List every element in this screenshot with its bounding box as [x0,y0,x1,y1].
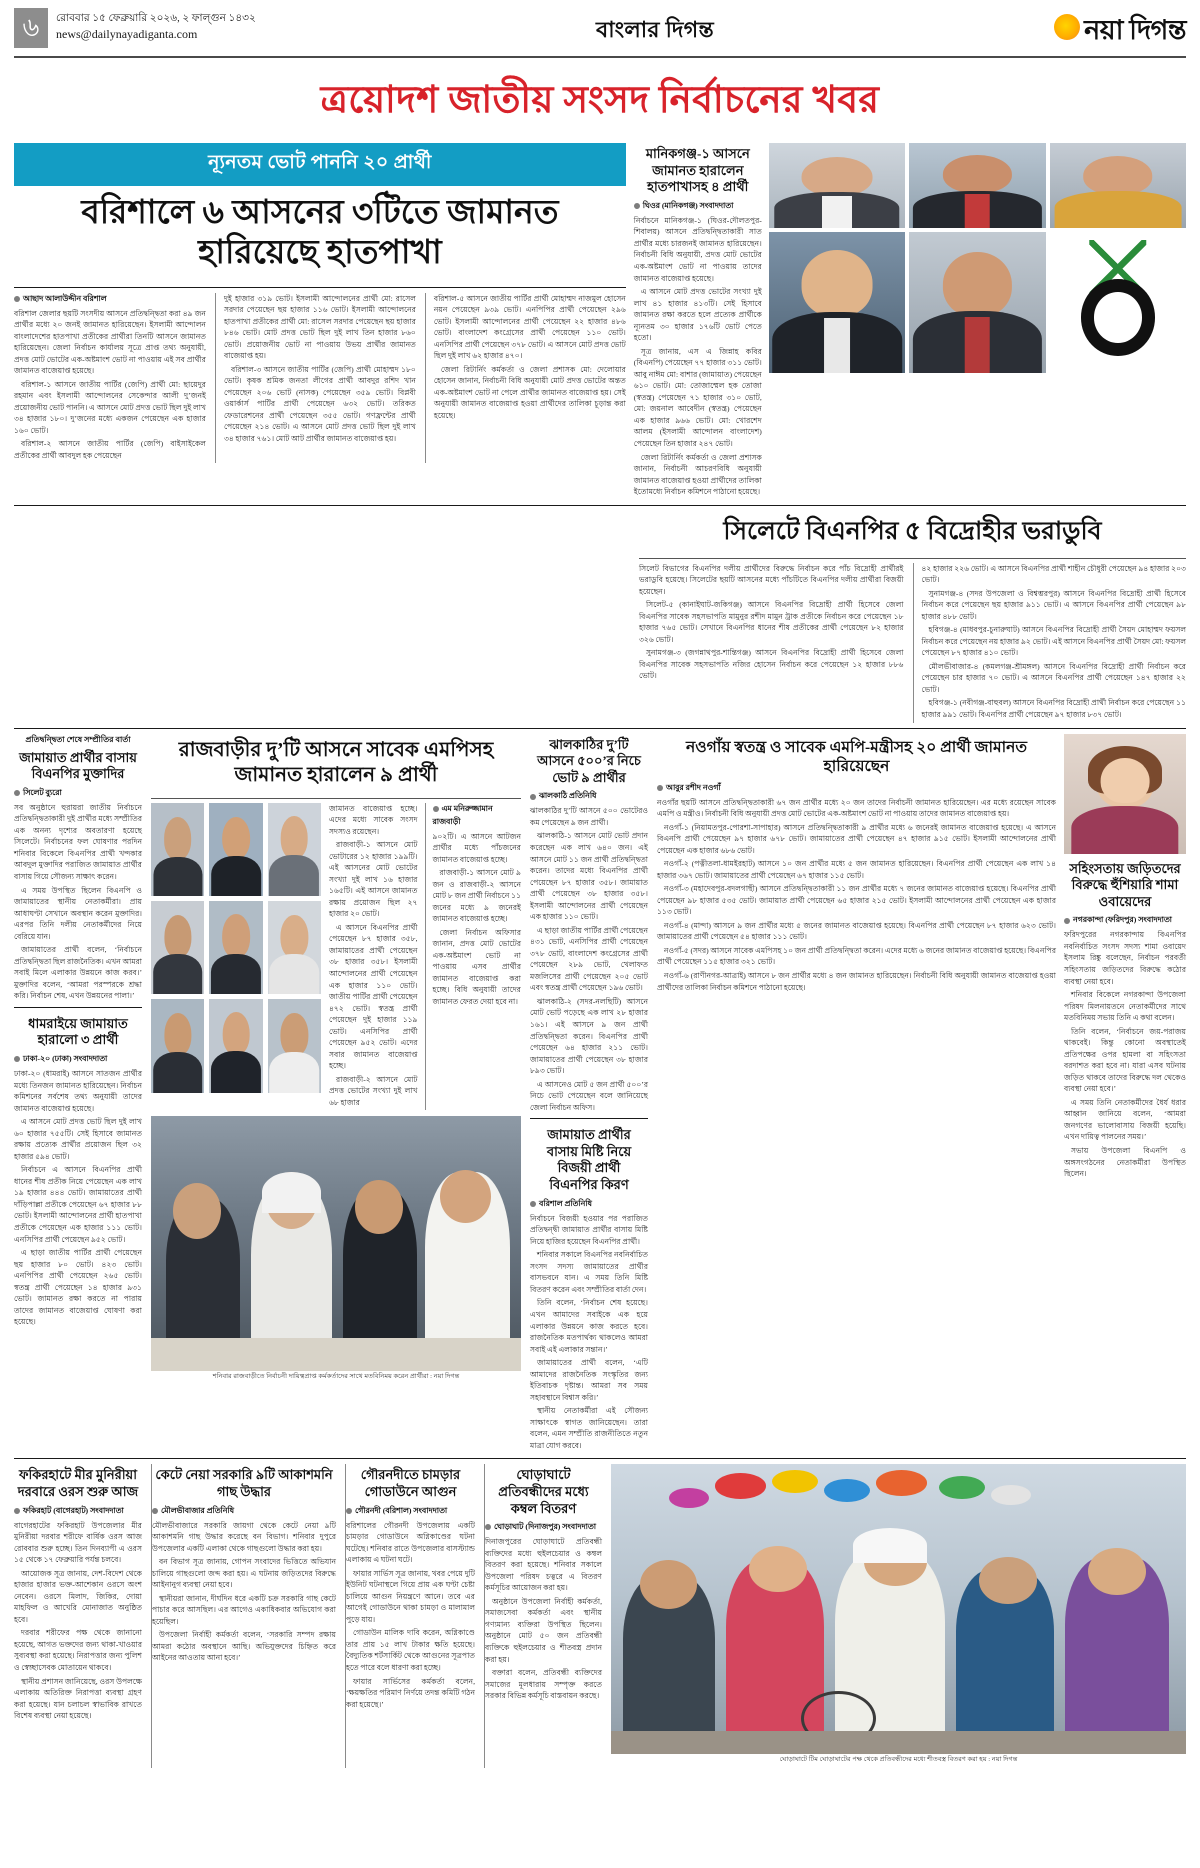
divider [14,505,1186,506]
paragraph: এ আসনেও মোট ৫ জন প্রার্থী ৫০০’র নিচে ভোট পেয়েছেন বলে জানিয়েছে জেলা নির্বাচন অফিস। [530,1079,648,1112]
paragraph: বরিশাল-৩ আসনে জাতীয় পার্টির (জেপি) প্রার্থী মোহাম্মদ ১৮০ ভোট। কৃষক শ্রমিক জনতা লীগের প্রার্থী আবদুর রশিদ খান পেয়েছেন ২০৬ ভোট (নাসক) পেয়েছেন ৩৫৯ ভোট। বিপ্লবী ওয়ার্কার্স পার্টির প্রার্থী পেয়েছেন ৬৩২ ভোট। তরিকত ফেডারেশনের প্রার্থী পেয়েছেন ৩৫৫ ভোট। গণফ্রন্টের প্রার্থী পেয়েছেন ২১৪ ভোট। এ আসনে মোট প্রদত্ত ভোট ছিল দুই লাখ ৩৪ হাজার ৭৬১। মোট আট প্রার্থীর জামানত বাজেয়াপ্ত হয়। [223,364,416,443]
rajbari-headline: রাজবাড়ীর দু’টি আসনে সাবেক এমপিসহ জামানত হারালেন ৯ প্রার্থী [178,738,494,786]
page-number-logo: ৬ [14,8,48,48]
trees-byline: মৌলভীবাজার প্রতিনিধি [152,1505,336,1518]
candidate-photo [268,901,321,994]
paragraph: শনিবার বিকেলে নগরকান্দা উপজেলা পরিষদ মিলনায়তনে নেতাকর্মীদের সাথে মতবিনিময় সভায় তিনি এ কথা বলেন। [1064,990,1186,1023]
divider [14,1458,1186,1459]
paragraph: বরিশাল-২ আসনে জাতীয় পার্টির (জেপি) বাইসাইকেল প্রতীকের প্রার্থী আবদুল হক পেয়েছেন [14,439,206,460]
candidate-photo [151,999,204,1092]
candidate-photo [209,999,262,1092]
paragraph: জামায়াতের প্রার্থী বলেন, ‘এটি আমাদের রাজনৈতিক সংস্কৃতির জন্য ইতিবাচক দৃষ্টান্ত। আমরা সব সময় সহাবস্থানে বিশ্বাস করি।’ [530,1358,648,1402]
paragraph: বরিশালের গৌরনদী উপজেলায় একটি চামড়ার গোডাউনে অগ্নিকাণ্ডের ঘটনা ঘটেছে। শনিবার রাতে উপজেলার বাসস্ট্যান্ড এলাকায় এ ঘটনা ঘটে। [346,1520,475,1565]
lead-byline: আছাদ আলাউদ্দীন বরিশাল [14,293,206,306]
paragraph: এ আসনে মোট প্রদত্ত ভোট ছিল দুই লাখ ৬০ হাজার ৭৫৫টি। সেই হিসাবে জামানত রক্ষায় প্রত্যেক প্রার্থীর প্রয়োজন ছিল ৩২ হাজার ৫৯৪ ভোট। [14,1117,142,1161]
divider [530,1118,648,1119]
paragraph: বরিশাল-৫ আসনে জাতীয় পার্টির প্রার্থী মোহাম্মদ নাজমুল হোসেন নয়ন পেয়েছেন ৯৩৯ ভোট। এনপিপির প্রার্থী পেয়েছেন ২৯৬ ভোট। ইসলামী আন্দোলনের প্রার্থী পেয়েছেন ২২ হাজার ৪৮৬ ভোট। বাংলাদেশ কংগ্রেসের প্রার্থী পেয়েছেন ১১০ ভোট। এনসিপির প্রার্থী পেয়েছেন ৩৭৮ ভোট। এ আসনে মোট প্রদত্ত ভোট ছিল দুই লাখ ৬২ হাজার ৪৭০। [433,293,626,361]
shama-story [1064,734,1186,1454]
manikganj-story [634,143,762,500]
sylhet-headline: সিলেটে বিএনপির ৫ বিদ্রোহীর ভরাডুবি [723,517,1102,545]
divider [151,798,521,799]
paragraph: সিলেট-৫ (কানাইঘাট-জকিগঞ্জ) আসনে বিএনপির বিদ্রোহী প্রার্থী হিসেবে জেলা বিএনপির সাবেক সহসভাপতি মামুনুর রশীদ মামুন ট্রাক প্রতীকে নির্বাচন করে পেয়েছেন ১৮ হাজার ৭৬৫ ভোট। সেখানে বিএনপির ধানের শীষ প্রতীকের প্রার্থী পেয়েছেন ৮২ হাজার ৩২৬ ভোট। [639,600,904,644]
jhalakathi-headline: ঝালকাঠির দু’টি আসনে ৫০০’র নিচে ভোট ৯ প্রার্থীর [537,736,641,785]
jhalakathi-body [530,805,648,1113]
rajbari-scene-photo [151,1116,521,1371]
paragraph: রাজবাড়ী-১ আসনে মোট ভোটারের ১২ হাজার ১৯৯টি। এই আসনের মোট ভোটের সংখ্যা দুই লাখ ১৬ হাজার ১৬৫টি। এই আসনে জামানত রক্ষায় প্রয়োজন ছিল ২৭ হাজার ২০ ভোট। [329,840,418,919]
candidate-photo [151,803,204,896]
candidate-photo [909,143,1045,228]
paragraph: সভায় উপজেলা বিএনপি ও অঙ্গসংগঠনের নেতাকর্মীরা উপস্থিত ছিলেন। [1064,1145,1186,1179]
candidate-photo [209,901,262,994]
candidate-photo [209,803,262,896]
trees-headline: কেটে নেয়া সরকারি ৯টি আকাশমনি গাছ উদ্ধার [155,1467,333,1499]
paragraph: রাজবাড়ী-২ আসনে মোট প্রদত্ত ভোটের সংখ্যা দুই লাখ ৬৮ হাজার [329,1074,418,1107]
paragraph: ঝালকাঠি-২ (সদর-নলছিটি) আসনে মোট ভোট পড়েছে এক লাখ ২৮ হাজার ১৬১। এই আসনে ৯ জন প্রার্থী প্রতিদ্বন্দ্বিতা করেন। বিএনপির প্রার্থী পেয়েছেন ৬৪ হাজার ২১১ ভোট। জামায়াতের প্রার্থী পেয়েছেন ৩৮ হাজার ৮৯৩ ভোট। [530,996,648,1076]
paragraph: বক্তারা বলেন, প্রতিবন্ধী ব্যক্তিদের সমাজের মূলধারায় সম্পৃক্ত করতে সরকার বিভিন্ন কর্মসূচি বাস্তবায়ন করছে। [485,1668,602,1701]
paragraph: বরিশাল-১ আসনে জাতীয় পার্টির (জেপি) প্রার্থী মো: ছায়েদুর রহমান এবং ইসলামী আন্দোলনের সেকেন্দার আলী দু’জনই প্রয়োজনীয় ভোট পাননি। এ আসনে মোট প্রদত্ত ভোট ছিল দুই লাখ ৩৪ হাজার ১৮০। দু’জনের মধ্যে একজন পেয়েছেন এক হাজার ১৬০ ভোট। [14,379,206,435]
right-top-block [634,143,1186,500]
fakirhat-body [14,1520,142,1722]
naogaon-story [657,734,1056,1454]
bullet-icon [346,1508,352,1514]
contact-email: news@dailynayadiganta.com [56,27,198,42]
naogaon-body [657,797,1056,994]
jamayat-headline: জামায়াত প্রার্থীর বাসায় বিএনপির মুক্তাদির [19,749,137,782]
bullet-icon [14,1056,20,1062]
paragraph: দিনাজপুরের ঘোড়াঘাটে প্রতিবন্ধী ব্যক্তিদের মধ্যে হুইলচেয়ার ও কম্বল বিতরণ করা হয়েছে। শনিবার সকালে উপজেলা পরিষদ চত্বরে এ বিতরণ কর্মসূচির আয়োজন করা হয়। [485,1537,602,1593]
bullet-icon [530,1201,536,1207]
sylhet-columns [639,563,1186,723]
shama-byline: নগরকান্দা (ফরিদপুর) সংবাদদাতা [1064,914,1186,927]
paragraph: স্থানীয় প্রশাসন জানিয়েছে, ওরস উপলক্ষে এলাকায় অতিরিক্ত নিরাপত্তা ব্যবস্থা গ্রহণ করা হয়েছে। যান চলাচল স্বাভাবিক রাখতে বিশেষ ব্যবস্থা নেয়া হয়েছে। [14,1676,142,1721]
paragraph: নওগাঁ-৪ (মান্দা) আসনে ৯ জন প্রার্থীর মধ্যে ৫ জনের জামানত বাজেয়াপ্ত হয়েছে। বিএনপির প্রার্থী পেয়েছেন ৮৭ হাজার ৬২৩ ভোট। জামায়াতের প্রার্থী পেয়েছেন ৫৪ হাজার ১১১ ভোট। [657,920,1056,942]
paragraph: রাজবাড়ী-১ আসনে মোট ৯ জন ও রাজবাড়ী-২ আসনে মোট ৮ জন প্রার্থী নির্বাচনে ১১ জনের মধ্যে ৯ জনেরই জামানত বাজেয়াপ্ত হচ্ছে। [432,868,521,924]
divider [14,287,626,288]
paragraph: ৪২ হাজার ২২৬ ভোট। এ আসনে বিএনপির প্রার্থী শাহীন চৌধুরী পেয়েছেন ৯৪ হাজার ২০৩ ভোট। [921,563,1186,585]
shama-headline: সহিংসতায় জড়িতদের বিরুদ্ধে হুঁশিয়ারি শামা ওবায়েদের [1069,860,1181,909]
paragraph: নওগাঁ-১ (নিয়ামতপুর-পোরশা-সাপাহার) আসনে প্রতিদ্বন্দ্বিতাকারী ৯ প্রার্থীর মধ্যে ৬ জনেরই জামানত বাজেয়াপ্ত হয়েছে। এ আসনে বিএনপি প্রার্থী পেয়েছেন ৯৭ হাজার ৬৭৮ ভোট। জামায়াতের প্রার্থী পেয়েছেন ৪৭ হাজার ৯১৫ ভোট। ইসলামী আন্দোলনের প্রার্থী পেয়েছেন এক হাজার ৬৮৬ ভোট। [657,822,1056,855]
naogaon-block [657,734,1186,1454]
candidate-photo [769,232,905,373]
paragraph: এ আসনে মোট প্রদত্ত ভোটের সংখ্যা দুই লাখ ৪১ হাজার ৪১৩টি। সেই হিসাবে জামানত রক্ষা করতে হলে প্রত্যেক প্রার্থীকে ন্যূনতম ৩০ হাজার ১৭৬টি ভোট পেতে হতো। [633,287,762,343]
wheelchair-photo-block [611,1464,1186,1768]
rajbari-col-1 [329,803,418,1111]
paragraph: হবিগঞ্জ-৪ (মাধবপুর-চুনারুঘাট) আসনে বিএনপির বিদ্রোহী প্রার্থী সৈয়দ মোহাম্মদ ফয়সল নির্বাচন করে পেয়েছেন নয় হাজার ৯২ ভোট। এই আসনে বিএনপির প্রার্থী সৈয়দ মো: ফয়সল পেয়েছেন ৮৭ হাজার ৪১০ ভোট। [921,625,1186,658]
lead-col-3 [425,293,626,464]
wheelchair-headline: ঘোড়াঘাটে প্রতিবন্ধীদের মধ্যে কম্বল বিতরণ [498,1467,589,1516]
fakirhat-story [14,1464,142,1768]
section-banner [14,58,1186,143]
paragraph: ফরিদপুরের নগরকান্দায় বিএনপির নবনির্বাচিত সংসদ সদস্য শামা ওবায়েদ ইসলাম রিঙ্কু বলেছেন, নির্বাচন পরবর্তী সহিংসতায় জড়িতদের বিরুদ্ধে কঠোর ব্যবস্থা নেয়া হবে। [1064,930,1186,986]
paragraph: ফায়ার সার্ভিসের কর্মকর্তা বলেন, ‘ক্ষয়ক্ষতির পরিমাণ নির্ণয়ে তদন্ত কমিটি গঠন করা হয়েছে।’ [346,1676,475,1709]
manikganj-headline: মানিকগঞ্জ-১ আসনে জামানত হারালেন হাতপাখাসহ ৪ প্রার্থী [645,146,750,195]
bullet-icon [530,794,536,800]
sylhet-col-1 [639,563,904,723]
wheelchair-story [484,1464,602,1768]
wheelchair-byline: ঘোড়াঘাট (দিনাজপুর) সংবাদদাতা [485,1521,602,1534]
gournadi-byline: গৌরনদী (বরিশাল) সংবাদদাতা [346,1505,475,1518]
paragraph: সুনামগঞ্জ-৪ (সদর উপজেলা ও বিশ্বম্ভরপুর) আসনে বিএনপির বিদ্রোহী প্রার্থী হিসেবে নির্বাচন করে পেয়েছেন ছয় হাজার ৯১১ ভোট। এ আসনে বিএনপির প্রার্থী পেয়েছেন ৯৮ হাজার ৪৮৮ ভোট। [921,588,1186,621]
candidate-photo [909,232,1045,373]
gear-icon [1081,279,1155,355]
jamayat-body [14,802,142,1002]
bullet-icon [1064,918,1070,924]
middle-band [14,734,1186,1454]
sylhet-col-2 [913,563,1187,723]
rajbari-text [329,803,521,1111]
dhamrai-headline: ধামরাইয়ে জামায়াত হারালো ৩ প্রার্থী [28,1015,128,1048]
paragraph: ফায়ার সার্ভিস সূত্র জানায়, খবর পেয়ে দুটি ইউনিট ঘটনাস্থলে গিয়ে প্রায় এক ঘণ্টা চেষ্টা চালিয়ে আগুন নিয়ন্ত্রণে আনে। তবে এর আগেই গোডাউনে থাকা চামড়া ও মালামাল পুড়ে যায়। [346,1568,475,1624]
paragraph: বন বিভাগ সূত্র জানায়, গোপন সংবাদের ভিত্তিতে অভিযান চালিয়ে গাছগুলো জব্দ করা হয়। এ ঘটনায় জড়িতদের বিরুদ্ধে আইনানুগ ব্যবস্থা নেয়া হবে। [152,1557,336,1590]
paragraph: সিলেট বিভাগের বিএনপির দলীয় প্রার্থীদের বিরুদ্ধে নির্বাচন করে পাঁচ বিদ্রোহী প্রার্থীরই ভরাডুবি হয়েছে। সিলেটের ছয়টি আসনের মধ্যে পাঁচটিতে বিএনপির দলীয় প্রার্থীরা বিজয়ী হয়েছেন। [639,563,904,596]
jamayat-sylhet-story [14,734,142,1454]
masthead-left [14,8,256,48]
paragraph: নওগাঁ-৩ (মহাদেবপুর-বদলগাছী) আসনে প্রতিদ্বন্দ্বিতাকারী ১১ জন প্রার্থীর মধ্যে ৭ জনের জামানত বাজেয়াপ্ত হয়েছে। বিএনপির প্রার্থী পেয়েছেন ৯৮ হাজার ৫৩৫ ভোট। জামায়াত প্রার্থী পেয়েছেন ৬৫ হাজার ২১৫ ভোট। ইসলামী আন্দোলনের প্রার্থী পেয়েছেন এক হাজার ১১৩ ভোট। [657,884,1056,917]
rajbari-byline: এম মনিরুজ্জামান রাজবাড়ী [432,803,493,826]
paragraph: স্থানীয় নেতাকর্মীরা এই সৌজন্য সাক্ষাৎকে স্বাগত জানিয়েছেন। তারা বলেন, এমন সম্প্রীতি রাজনীতিতে নতুন মাত্রা যোগ করবে। [530,1406,648,1450]
party-symbol-photo [1050,232,1186,373]
paragraph: সুনামগঞ্জ-৩ (জগন্নাথপুর-শান্তিগঞ্জ) আসনে বিএনপির বিদ্রোহী প্রার্থী হিসেবে জেলা বিএনপির সাবেক সহসভাপতি নজির হোসেন নির্বাচন করে পেয়েছেন ১২ হাজার ৮৮৬ ভোট। [639,648,904,681]
rajbari-photo-caption: শনিবার রাজবাড়ীতে নির্বাচনী দায়িত্বপ্রাপ্ত কর্মকর্তাদের সাথে মতবিনিময় করেন প্রার্থীরা : নয়া দিগন্ত [212,1373,460,1381]
paragraph: জেলা নির্বাচন অফিসার জানান, প্রদত্ত মোট ভোটের এক-অষ্টমাংশ ভোট না পাওয়ায় এসব প্রার্থীর জামানত বাজেয়াপ্ত করা হচ্ছে। বিধি অনুযায়ী তাদের জামানত ফেরত দেয়া হবে না। [432,927,521,1006]
paragraph: জামায়াতের প্রার্থী বলেন, ‘নির্বাচনে প্রতিদ্বন্দ্বিতা ছিল রাজনৈতিক। এখন আমরা সবাই মিলে এলাকার উন্নয়নে কাজ করব।’ মুক্তাদির বলেন, ‘আমরা পরস্পরকে শ্রদ্ধা করি। নির্বাচন শেষ, এখন উন্নয়নের পালা।’ [14,945,142,1001]
paragraph: তিনি বলেন, ‘নির্বাচন শেষ হয়েছে। এখন আমাদের সবাইকে এক হয়ে এলাকার উন্নয়নে কাজ করতে হবে। রাজনৈতিক মতপার্থক্য থাকলেও আমরা সবাই এই এলাকার সন্তান।’ [530,1298,648,1354]
jamayat-byline: সিলেট ব্যুরো [14,787,142,800]
fakirhat-byline: ফকিরহাট (বাগেরহাট) সংবাদদাতা [14,1505,142,1518]
jamayat-kicker: প্রতিদ্বন্দ্বিতা শেষে সম্প্রীতির বার্তা [25,734,131,744]
lead-kicker: ন্যূনতম ভোট পাননি ২০ প্রার্থী [14,143,626,186]
paragraph: বাগেরহাটের ফকিরহাট উপজেলার মীর মুনিরীয়া দরবার শরীফে বার্ষিক ওরস আজ রোববার শুরু হচ্ছে। তিন দিনব্যাপী এ ওরস ১৫ থেকে ১৭ ফেব্রুয়ারি পর্যন্ত চলবে। [14,1520,142,1565]
rajbari-content [151,803,521,1111]
paragraph: নির্বাচনে মানিকগঞ্জ-১ (ঘিওর-দৌলতপুর-শিবালয়) আসনে প্রতিদ্বন্দ্বিতাকারী সাত প্রার্থীর মধ্যে চারজনই জামানত হারিয়েছেন। নির্বাচনী বিধি অনুযায়ী, প্রদত্ত মোট ভোটের এক-অষ্টমাংশ ভোট না পাওয়ায় তাদের জামানত বাজেয়াপ্ত হয়েছে। [633,215,762,283]
lead-headline: বরিশালে ৬ আসনের ৩টিতে জামানত হারিয়েছে হাতপাখা [81,195,559,272]
paragraph: এ আসনে বিএনপির প্রার্থী পেয়েছেন ৮৭ হাজার ৩৫৮, জামায়াতের প্রার্থী পেয়েছেন ৩৮ হাজার ৩৫৮। ইসলামী আন্দোলনের প্রার্থী পেয়েছেন এক হাজার ১১০ ভোট। জাতীয় পার্টির প্রার্থী পেয়েছেন ৪৭২ ভোট। স্বতন্ত্র প্রার্থী পেয়েছেন দুই হাজার ১১৯ ভোট। এনসিপির প্রার্থী পেয়েছেন ৯৫২ ভোট। এদের সবার জামানত বাজেয়াপ্ত হচ্ছে। [329,922,418,1071]
paragraph: মৌলভীবাজার-৪ (কমলগঞ্জ-শ্রীমঙ্গল) আসনে বিএনপির বিদ্রোহী প্রার্থী নির্বাচন করে পেয়েছেন চার হাজার ৭০ ভোট। এ আসনে বিএনপির প্রার্থী পেয়েছেন ১৪৭ হাজার ২২ ভোট। [921,661,1186,694]
rajbari-photo-grid [151,803,321,1111]
paragraph: বরিশাল জেলার ছয়টি সংসদীয় আসনে প্রতিদ্বন্দ্বিতা করা ৪৯ জন প্রার্থীর মধ্যে ২০ জনই জামানত হারিয়েছেন। ইসলামী আন্দোলন বাংলাদেশের হাতপাখা প্রতীকের প্রার্থীরা তিনটি আসনে জামানত হারিয়েছেন। জেলা নির্বাচন কার্যালয় সূত্রে প্রাপ্ত তথ্য অনুযায়ী, প্রদত্ত মোট ভোটের এক-অষ্টমাংশ ভোট না পাওয়ায় এই সব প্রার্থীর জামানত বাজেয়াপ্ত হয়েছে। [14,308,206,376]
manikganj-byline: ঘিওর (মানিকগঞ্জ) সংবাদদাতা [634,200,762,213]
paragraph: জেলা রিটার্নিং কর্মকর্তা ও জেলা প্রশাসক জানান, নির্বাচনী আচরণবিধি অনুযায়ী জামানত বাজেয়াপ্ত হওয়া প্রার্থীদের তালিকা ইতোমধ্যে নির্বাচন কমিশনে পাঠানো হয়েছে। [633,452,762,497]
trees-story [151,1464,336,1768]
masthead-dateline [56,8,256,44]
paragraph: তিনি বলেন, ‘নির্বাচনে জয়-পরাজয় থাকবেই। কিন্তু কোনো অবস্থাতেই প্রতিপক্ষের ওপর হামলা বা সহিংসতা বরদাশত করা হবে না। যারা এসব ঘটনায় জড়িত থাকবে তাদের বিরুদ্ধে দল থেকেও ব্যবস্থা নেয়া হবে।’ [1064,1026,1186,1094]
paragraph: স্থানীয়রা জানান, দীর্ঘদিন ধরে একটি চক্র সরকারি গাছ কেটে পাচার করে আসছিল। এর আগেও একাধিকবার অভিযোগ করা হয়েছিল। [152,1593,336,1626]
paragraph: দরবার শরীফের পক্ষ থেকে জানানো হয়েছে, আগত ভক্তদের জন্য থাকা-খাওয়ার সুব্যবস্থা করা হয়েছে। নিরাপত্তার জন্য পুলিশ ও স্বেচ্ছাসেবক মোতায়েন থাকবে। [14,1628,142,1672]
bullet-icon [152,1508,158,1514]
jamayat-mithi-byline: বরিশাল প্রতিনিধি [530,1198,648,1211]
wheelchair-scene-photo [611,1464,1186,1754]
lead-story [14,143,626,500]
jamayat-mithi-body [530,1213,648,1452]
fakirhat-headline: ফকিরহাটে মীর মুনিরীয়া দরবারে ওরস শুরু আজ [17,1467,139,1499]
paragraph: নওগাঁ-২ (পত্নীতলা-ধামইরহাট) আসনে ১০ জন প্রার্থীর মধ্যে ৫ জন জামানত হারিয়েছেন। বিএনপির প্রার্থী পেয়েছেন এক লাখ ১৪ হাজার ৩৬৭ ভোট। জামায়াতের প্রার্থী পেয়েছেন ৬৭ হাজার ১১৫ ভোট। [657,859,1056,880]
paragraph: ঝালকাঠির দু’টি আসনে ৫০০ ভোটেরও কম পেয়েছেন ৯ জন প্রার্থী। [530,806,648,827]
brand-logo [1054,8,1186,55]
masthead [14,8,1186,58]
paragraph: জামানত বাজেয়াপ্ত হচ্ছে। এদের মধ্যে সাবেক সংসদ সদস্যও রয়েছেন। [329,803,418,836]
paragraph: নওগাঁ-৬ (রাণীনগর-আত্রাই) আসনে ৮ জন প্রার্থীর মধ্যে ৪ জন জামানত হারিয়েছেন। নির্বাচনী বিধি অনুযায়ী জামানত বাজেয়াপ্ত হওয়া প্রার্থীদের তালিকা নির্বাচন কমিশনে পাঠানো হয়েছে। [657,971,1056,992]
lead-row [14,143,1186,500]
sun-icon [1054,14,1080,40]
paragraph: মৌলভীবাজারে সরকারি জায়গা থেকে কেটে নেয়া ৯টি আকাশমনি গাছ উদ্ধার করেছে বন বিভাগ। শনিবার দুপুরে উপজেলার একটি এলাকা থেকে গাছগুলো উদ্ধার করা হয়। [152,1520,336,1553]
dhamrai-byline: ঢাকা-২০ (ঢাকা) সংবাদদাতা [14,1053,142,1066]
paragraph: জেলা রিটার্নিং কর্মকর্তা ও জেলা প্রশাসক মো: দেলোয়ার হোসেন জানান, নির্বাচনী বিধি অনুযায়ী মোট প্রদত্ত ভোটের অন্তত এক-অষ্টমাংশ ভোট না পেলে প্রার্থীর জামানত বাজেয়াপ্ত হয়। সেই অনুযায়ী জামানত বাজেয়াপ্ত হওয়া প্রার্থীদের তালিকা চূড়ান্ত করা হয়েছে। [433,364,626,420]
bullet-icon [14,296,20,302]
paragraph: উপজেলা নির্বাহী কর্মকর্তা বলেন, ‘সরকারি সম্পদ রক্ষায় আমরা কঠোর অবস্থানে আছি। অভিযুক্তদের চিহ্নিত করে আইনের আওতায় আনা হবে।’ [152,1630,336,1663]
naogaon-headline: নওগাঁয় স্বতন্ত্র ও সাবেক এমপি-মন্ত্রীসহ ২০ প্রার্থী জামানত হারিয়েছেন [686,738,1027,776]
gournadi-story [345,1464,475,1768]
candidate-photo [151,901,204,994]
sylhet-story [639,511,1186,723]
paragraph: ঢাকা-২০ (ধামরাই) আসনে সাতজন প্রার্থীর মধ্যে তিনজন জামানত হারিয়েছেন। নির্বাচন কমিশনের সর্বশেষ তথ্য অনুযায়ী তাদের জামানত বাজেয়াপ্ত হয়েছে। [14,1069,142,1113]
shama-body [1064,929,1186,1179]
wheelchair-photo-caption: ঘোড়াঘাটে টিম ঘোড়াঘাটের পক্ষ থেকে প্রতিবন্ধীদের মধ্যে শীতবস্ত্র বিতরণ করা হয় : নয়া দিগন্ত [779,1756,1018,1764]
paragraph: সব অনুষ্ঠানে হুরায়রা জাতীয় নির্বাচনে প্রতিদ্বন্দ্বিতাকারী দুই প্রার্থীর মধ্যে সম্প্রীতির এক অনন্য দৃশ্যের অবতারণা হয়েছে সিলেটে। নির্বাচনের ফল ঘোষণার পরদিন শনিবার বিকেলে বিএনপির প্রার্থী খন্দকার আবদুল মুক্তাদির পরাজিত জামায়াত প্রার্থীর বাসায় গিয়ে সৌজন্য সাক্ষাৎ করেন। [14,802,142,881]
divider [639,558,1186,559]
paragraph: ঝালকাঠি-১ আসনে মোট ভোট প্রদান করেছেন এক লাখ ৬৪০ জন। এই আসনে মোট ১১ জন প্রার্থী প্রতিদ্বন্দ্বিতা করেন। তাদের মধ্যে বিএনপির প্রার্থী পেয়েছেন ৮৭ হাজার ৩৫৮। জামায়াত প্রার্থী পেয়েছেন ৩৮ হাজার ৩৫৮। ইসলামী আন্দোলনের প্রার্থী পেয়েছেন এক হাজার ১১০ ভোট। [530,831,648,922]
shama-portrait-photo [1064,734,1186,854]
paragraph: হবিগঞ্জ-১ (নবীগঞ্জ-বাহুবল) আসনে বিএনপির বিদ্রোহী প্রার্থী নির্বাচন করে পেয়েছেন ১১ হাজার ৯৯১ ভোট। বিএনপির প্রার্থী পেয়েছেন ৯৭ হাজার ৮৩৭ ভোট। [921,698,1186,719]
paragraph: অনুষ্ঠানে উপজেলা নির্বাহী কর্মকর্তা, সমাজসেবা কর্মকর্তা এবং স্থানীয় গণ্যমান্য ব্যক্তিরা উপস্থিত ছিলেন। অনুষ্ঠানে মোট ৫০ জন প্রতিবন্ধী ব্যক্তিকে হুইলচেয়ার ও শীতবস্ত্র প্রদান করা হয়। [485,1596,602,1664]
bottom-band [14,1464,1186,1768]
bullet-icon [433,806,439,812]
divider [14,1007,142,1008]
candidate-photo [268,999,321,1092]
sylhet-left-spacer [14,511,630,723]
paragraph: এ সময় তিনি নেতাকর্মীদের ধৈর্য ধরার আহ্বান জানিয়ে বলেন, ‘আমরা জনগণের ভালোবাসায় বিজয়ী হয়েছি। এখন দায়িত্ব পালনের সময়।’ [1064,1097,1186,1142]
rajbari-col-2 [425,803,522,1111]
rajbari-story [151,734,521,1454]
jamayat-mithi-headline: জামায়াত প্রার্থীর বাসায় মিষ্টি নিয়ে বিজয়ী প্রার্থী বিএনপির কিরণ [546,1127,632,1193]
publication-date: রোববার ১৫ ফেব্রুয়ারি ২০২৬, ২ ফাল্গুন ১৪৩২ [56,13,256,24]
lead-col-1 [14,293,206,464]
divider [14,728,1186,729]
brand-name: নয়া দিগন্ত [1084,15,1186,45]
section-title: বাংলার দিগন্ত [595,17,714,42]
dhamrai-body [14,1068,142,1328]
paragraph: নির্বাচনে বিজয়ী হওয়ার পর পরাজিত প্রতিদ্বন্দ্বী জামায়াত প্রার্থীর বাসায় মিষ্টি নিয়ে হাজির হয়েছেন বিএনপির প্রার্থী। [530,1213,648,1246]
manikganj-body [634,215,762,498]
naogaon-byline: আবুর রশীদ নওগাঁ [657,782,1056,795]
paragraph: আয়োজক সূত্র জানায়, দেশ-বিদেশ থেকে হাজার হাজার ভক্ত-আশেকান ওরসে অংশ নেবেন। ওরসে মিলাদ, জিকির, দোয়া মাহফিল ও আখেরি মোনাজাত অনুষ্ঠিত হবে। [14,1568,142,1624]
paragraph: নওগাঁ-৫ (সদর) আসনে সাবেক এমপিসহ ১০ জন প্রার্থী প্রতিদ্বন্দ্বিতা করেন। এদের মধ্যে ৬ জনের জামানত বাজেয়াপ্ত হয়েছে। বিএনপির প্রার্থী পেয়েছেন ১১৫ হাজার ৩২১ ভোট। [657,945,1056,967]
jhalakathi-byline: ঝালকাঠি প্রতিনিধি [530,790,648,803]
bullet-icon [634,203,640,209]
sylhet-row [14,511,1186,723]
wheelchair-body [485,1536,602,1701]
paragraph: দুই হাজার ৩১৯ ভোট। ইসলামী আন্দোলনের প্রার্থী মো: রাসেল সরদার পেয়েছেন ছয় হাজার ১১৬ ভোট। ইসলামী আন্দোলনের হাতপাখা প্রতীকের প্রার্থী মো: রাসেল সরদার পেয়েছেন ছয় হাজার ৮৪৬ ভোট। মোট প্রদত্ত ভোট ছিল দুই লাখ তিন হাজার ৮৬০ ভোট। প্রয়োজনীয় ভোট না পাওয়ায় উভয় প্রার্থীর জামানত বাজেয়াপ্ত হয়। [223,293,416,361]
paragraph: নওগাঁর ছয়টি আসনে প্রতিদ্বন্দ্বিতাকারী ৬৭ জন প্রার্থীর মধ্যে ২০ জন তাদের নির্বাচনী জামানত হারিয়েছেন। এর মধ্যে রয়েছেন সাবেক এমপি ও মন্ত্রীও। নির্বাচনী বিধি অনুযায়ী প্রদত্ত মোট ভোটের এক-অষ্টমাংশ ভোট না পাওয়ায় তাদের জামানত বাজেয়াপ্ত হয়। [657,797,1056,819]
paragraph: এ ছাড়া জাতীয় পার্টির প্রার্থী পেয়েছেন ৪৩১ ভোট, এনসিপির প্রার্থী পেয়েছেন ৩৭৮ ভোট, বাংলাদেশ কংগ্রেসের প্রার্থী পেয়েছেন ২৮৯ ভোট, খেলাফত মজলিসের প্রার্থী পেয়েছেন ২০৫ ভোট এবং স্বতন্ত্র প্রার্থী পেয়েছেন ১৯৬ ভোট। [530,925,648,993]
lead-columns [14,293,626,464]
paragraph: শনিবার সকালে বিএনপির নবনির্বাচিত সংসদ সদস্য জামায়াতের প্রার্থীর বাসভবনে যান। এ সময় তিনি মিষ্টি বিতরণ করেন এবং সম্প্রীতির বার্তা দেন। [530,1250,648,1294]
bullet-icon [14,1508,20,1514]
paragraph: সূত্র জানায়, এস এ জিন্নাহ কবির (বিএনপি) পেয়েছেন ৭৭ হাজার ৩১১ ভোট। আবু নাঈম মো: বাশার (জামায়াত) পেয়েছেন ৬১০ ভোট। মো: তোজাম্মেল হক তোজা (স্বতন্ত্র) পেয়েছেন ৭১ হাজার ৩১০ ভোট, মো: জয়নাল আবেদীন (স্বতন্ত্র) পেয়েছেন এক হাজার ৯৬৬ ভোট। মো: খোরশেদ আলম (ইসলামী আন্দোলন বাংলাদেশ) পেয়েছেন তিন হাজার ২৪৭ ভোট। [633,346,762,448]
paragraph: গোডাউন মালিক দাবি করেন, অগ্নিকাণ্ডে তার প্রায় ১৫ লাখ টাকার ক্ষতি হয়েছে। বৈদ্যুতিক শর্টসার্কিট থেকে আগুনের সূত্রপাত হতে পারে বলে ধারণা করা হচ্ছে। [346,1628,475,1672]
trees-body [152,1520,336,1664]
gournadi-headline: গৌরনদীতে চামড়ার গোডাউনে আগুন [360,1467,461,1499]
lead-col-2 [215,293,416,464]
jhalakathi-story [530,734,648,1454]
paragraph: ৯০২টি। এ আসনে আটজন প্রার্থীর মধ্যে পাঁচজনের জামানত বাজেয়াপ্ত হচ্ছে। [432,831,521,864]
candidate-photo [268,803,321,896]
candidate-photo [769,143,905,228]
bullet-icon [14,790,20,796]
bullet-icon [657,785,663,791]
paragraph: এ ছাড়া জাতীয় পার্টির প্রার্থী পেয়েছেন ছয় হাজার ৮০ ভোট। ৪২৩ ভোট। এনপিপির প্রার্থী পেয়েছেন ২৬৫ ভোট। স্বতন্ত্র প্রার্থী পেয়েছেন ১৪ হাজার ৯৩১ ভোট। জামানত রক্ষা করতে না পারায় তাদের জামানত বাজেয়াপ্ত ঘোষণা করা হয়েছে। [14,1248,142,1327]
paragraph: নির্বাচনে এ আসনে বিএনপির প্রার্থী ধানের শীষ প্রতীক নিয়ে পেয়েছেন এক লাখ ১৯ হাজার ৪৪৪ ভোট। জামায়াতের প্রার্থী দাঁড়িপাল্লা প্রতীকে পেয়েছেন ৬৭ হাজার ৮৮ ভোট। ইসলামী আন্দোলনের প্রার্থী হাতপাখা প্রতীকে পেয়েছেন এক হাজার ১১১ ভোট। এনসিপির প্রার্থী পেয়েছেন ৯৫২ ভোট। [14,1165,142,1244]
paragraph: এ সময় উপস্থিত ছিলেন বিএনপি ও জামায়াতের স্থানীয় নেতাকর্মীরা। প্রায় আধাঘণ্টা সেখানে অবস্থান করেন মুক্তাদির। এরপর তিনি দলীয় নেতাকর্মীদের নিয়ে বেরিয়ে যান। [14,885,142,941]
candidate-photo [1050,143,1186,228]
bullet-icon [485,1524,491,1530]
gournadi-body [346,1520,475,1711]
banner-title: ত্রয়োদশ জাতীয় সংসদ নির্বাচনের খবর [320,80,880,121]
candidate-photo-grid [769,143,1186,500]
